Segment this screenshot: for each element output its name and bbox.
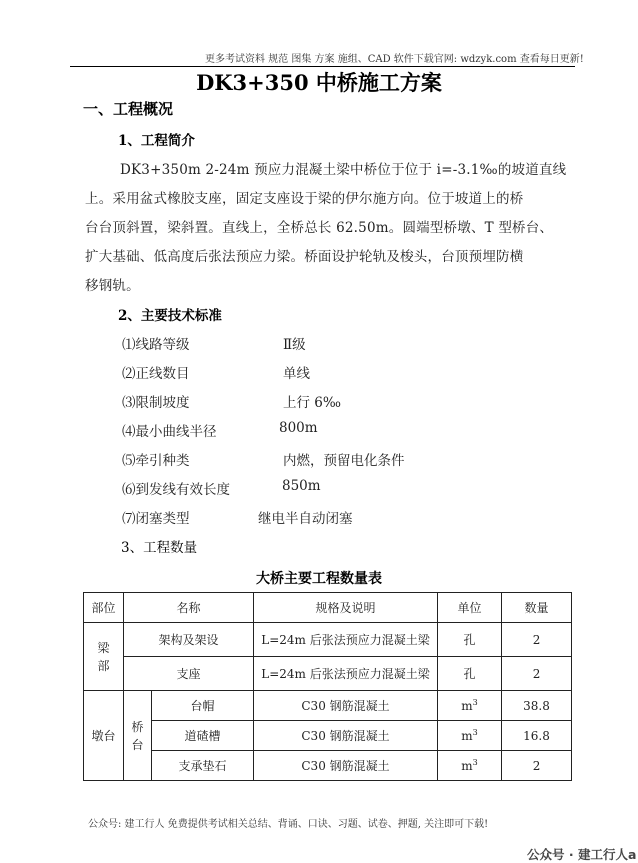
standard-label: ⑵正线数目 <box>122 366 190 382</box>
spec-cell: C30 钢筋混凝土 <box>254 721 438 751</box>
standard-label: ⑸牵引种类 <box>122 453 190 469</box>
quantity-cell: 2 <box>502 751 572 781</box>
spec-cell: C30 钢筋混凝土 <box>254 751 438 781</box>
name-cell: 架构及架设 <box>124 623 254 657</box>
subgroup-label: 桥台 <box>131 719 144 752</box>
spec-cell: L=24m 后张法预应力混凝土梁 <box>254 657 438 691</box>
table-caption: 大桥主要工程数量表 <box>256 571 382 587</box>
column-header: 数量 <box>502 593 572 623</box>
quantity-cell: 2 <box>502 623 572 657</box>
standard-value: 上行 6‰ <box>283 395 341 411</box>
group-cell-beam <box>84 623 124 691</box>
unit-base: m <box>461 699 473 713</box>
intro-paragraph-line: 上。采用盆式橡胶支座，固定支座设于梁的伊尔施方向。位于坡道上的桥 <box>85 191 524 207</box>
standard-label: ⑷最小曲线半径 <box>122 424 217 440</box>
table-row <box>84 721 572 751</box>
name-cell: 支承垫石 <box>152 751 254 781</box>
name-cell: 台帽 <box>152 691 254 721</box>
subgroup-cell-abutment <box>124 691 152 781</box>
subheading-quantities: 3、工程数量 <box>121 540 198 556</box>
subheading-tech-standards: 2、主要技术标准 <box>118 308 222 324</box>
section-heading-overview: 一、工程概况 <box>83 100 174 118</box>
standard-label: ⑺闭塞类型 <box>122 511 190 527</box>
group-label: 梁部 <box>97 640 110 673</box>
unit-base: m <box>461 759 473 773</box>
spec-cell: L=24m 后张法预应力混凝土梁 <box>254 623 438 657</box>
unit-cell: 孔 <box>438 623 502 657</box>
column-header: 名称 <box>124 593 254 623</box>
unit-cell <box>438 751 502 781</box>
table-row <box>84 751 572 781</box>
footer-brand-watermark: 公众号 · 建工行人a <box>527 847 637 862</box>
subheading-project-intro: 1、工程简介 <box>118 133 195 149</box>
unit-superscript: 3 <box>472 758 478 767</box>
spec-cell: C30 钢筋混凝土 <box>254 691 438 721</box>
unit-cell: 孔 <box>438 657 502 691</box>
column-header: 部位 <box>84 593 124 623</box>
document-title: DK3+350 中桥施工方案 <box>196 70 442 95</box>
column-header: 单位 <box>438 593 502 623</box>
unit-superscript: 3 <box>472 698 478 707</box>
unit-superscript: 3 <box>472 728 478 737</box>
table-row <box>84 623 572 657</box>
quantity-cell: 38.8 <box>502 691 572 721</box>
standard-label: ⑹到发线有效长度 <box>122 482 230 498</box>
table-row <box>84 691 572 721</box>
intro-paragraph-line: 台台顶斜置，梁斜置。直线上，全桥总长 62.50m。圆端型桥墩、T 型桥台、 <box>85 220 554 236</box>
column-header: 规格及说明 <box>254 593 438 623</box>
intro-paragraph-line: DK3+350m 2-24m 预应力混凝土梁中桥位于位于 i=-3.1‰的坡道直线 <box>120 162 567 178</box>
intro-paragraph-line: 移钢轨。 <box>85 278 140 294</box>
unit-cell <box>438 691 502 721</box>
standard-value: 800m <box>279 420 318 436</box>
standard-value: 850m <box>282 478 321 494</box>
table-header-row <box>84 593 572 623</box>
quantity-cell: 2 <box>502 657 572 691</box>
standard-value: 内燃，预留电化条件 <box>283 453 405 469</box>
table-row <box>84 657 572 691</box>
name-cell: 道碴槽 <box>152 721 254 751</box>
footer-note: 公众号: 建工行人 免费提供考试相关总结、背诵、口诀、习题、试卷、押题, 关注即可下载! <box>88 819 489 830</box>
intro-paragraph-line: 扩大基础、低高度后张法预应力梁。桥面设护轮轨及梭头，台顶预埋防横 <box>85 249 524 265</box>
unit-cell <box>438 721 502 751</box>
name-cell: 支座 <box>124 657 254 691</box>
standard-value: 继电半自动闭塞 <box>258 511 353 527</box>
quantity-cell: 16.8 <box>502 721 572 751</box>
standard-label: ⑴线路等级 <box>122 337 190 353</box>
group-cell-pier-abutment: 墩台 <box>84 691 124 781</box>
standard-value: Ⅱ级 <box>283 337 306 353</box>
header-note: 更多考试资料 规范 图集 方案 施组、CAD 软件下载官网: wdzyk.com 查看每日更新! <box>205 54 584 65</box>
quantity-table <box>83 592 572 781</box>
unit-base: m <box>461 729 473 743</box>
standard-value: 单线 <box>283 366 310 382</box>
standard-label: ⑶限制坡度 <box>122 395 190 411</box>
